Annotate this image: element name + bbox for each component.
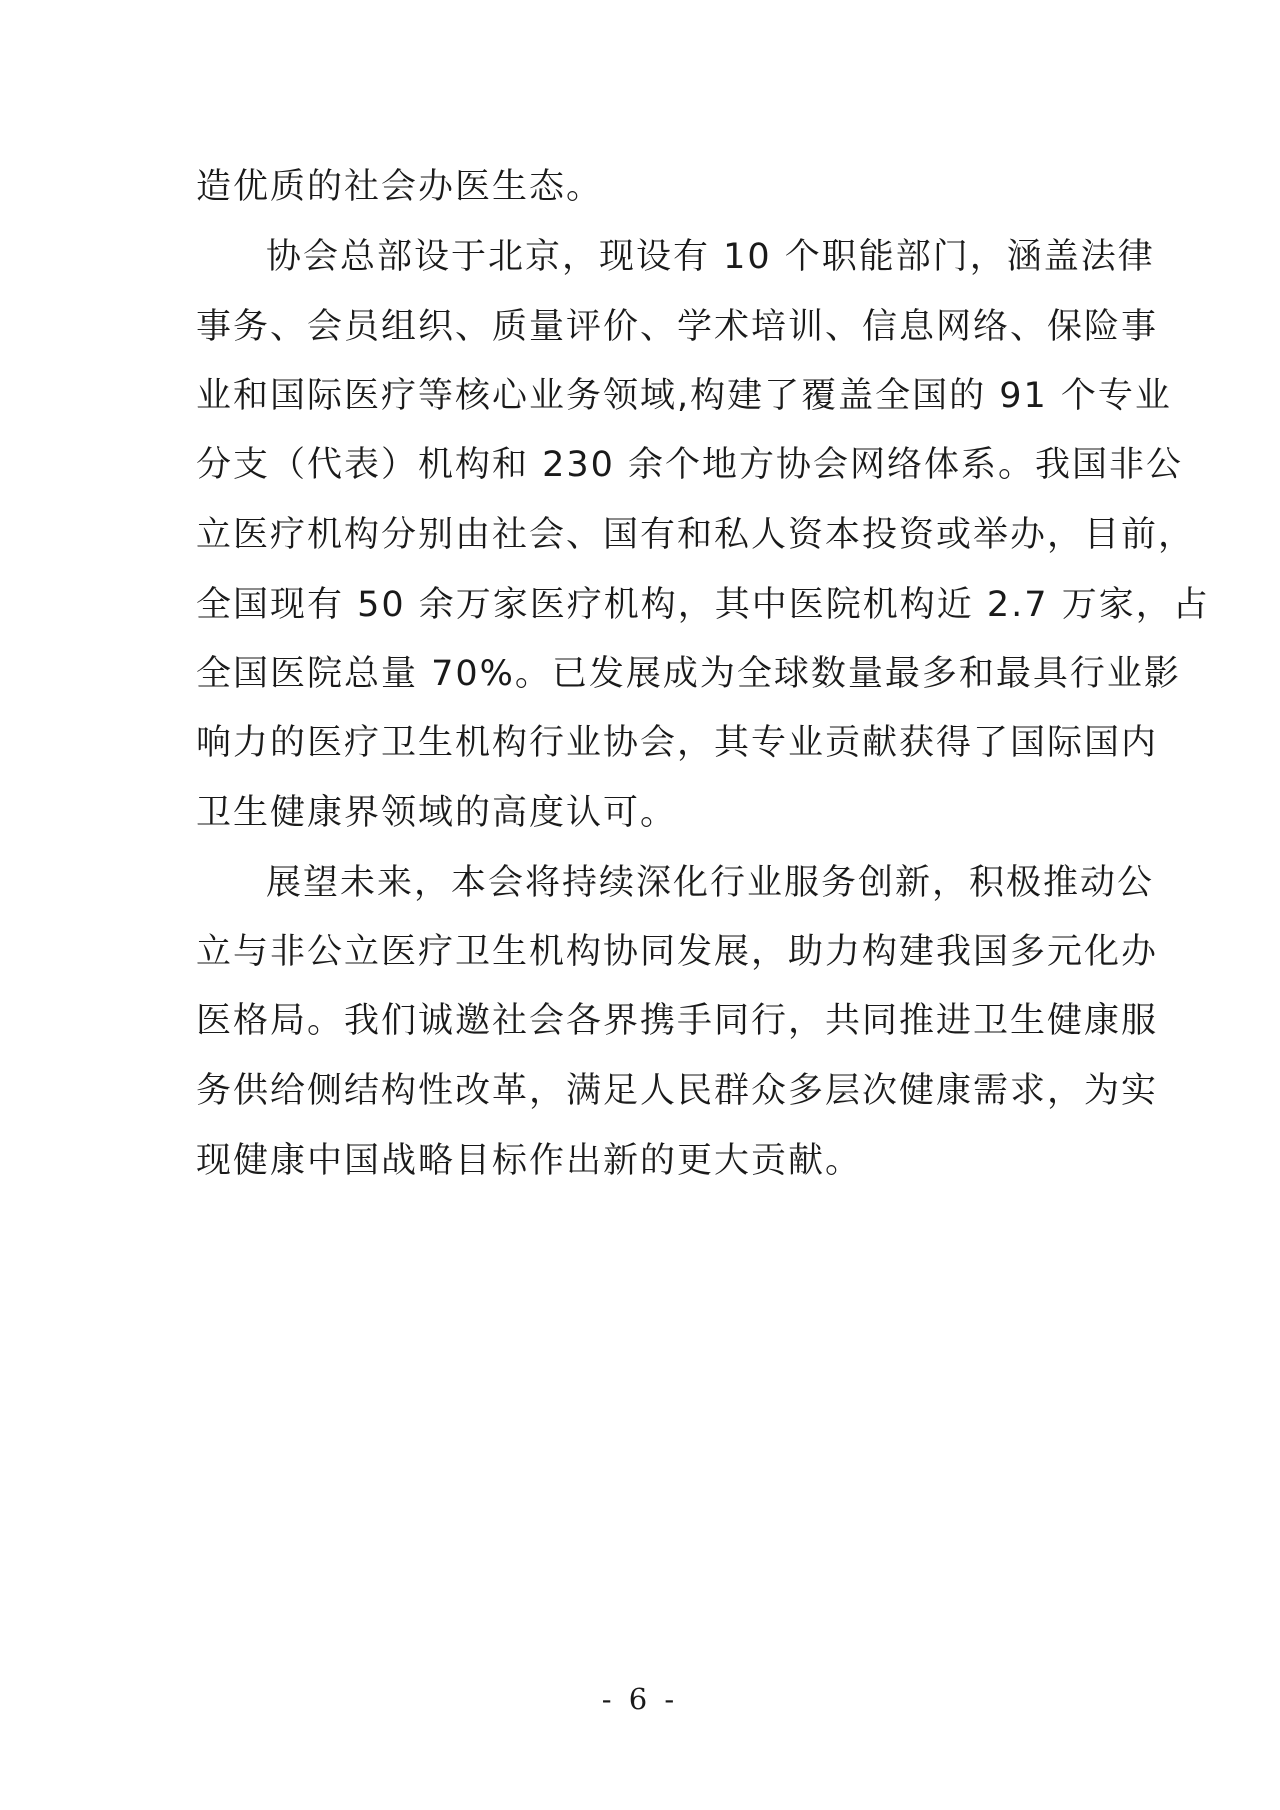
text-line: 全国现有 50 余万家医疗机构，其中医院机构近 2.7 万家，占 bbox=[196, 585, 1210, 625]
text-line: 协会总部设于北京，现设有 10 个职能部门，涵盖法律 bbox=[266, 237, 1155, 277]
text-line: 务供给侧结构性改革，满足人民群众多层次健康需求，为实 bbox=[196, 1071, 1159, 1111]
page-number: - 6 - bbox=[601, 1682, 679, 1716]
text-line: 卫生健康界领域的高度认可。 bbox=[196, 793, 678, 833]
text-line: 造优质的社会办医生态。 bbox=[196, 167, 604, 207]
text-line: 立医疗机构分别由社会、国有和私人资本投资或举办，目前， bbox=[196, 515, 1196, 555]
text-line: 分支（代表）机构和 230 余个地方协会网络体系。我国非公 bbox=[196, 445, 1184, 485]
text-line: 医格局。我们诚邀社会各界携手同行，共同推进卫生健康服 bbox=[196, 1001, 1159, 1041]
text-line: 立与非公立医疗卫生机构协同发展，助力构建我国多元化办 bbox=[196, 932, 1159, 972]
text-line: 现健康中国战略目标作出新的更大贡献。 bbox=[196, 1141, 863, 1181]
text-line: 全国医院总量 70%。已发展成为全球数量最多和最具行业影 bbox=[196, 654, 1181, 694]
text-line: 事务、会员组织、质量评价、学术培训、信息网络、保险事 bbox=[196, 307, 1159, 347]
text-line: 业和国际医疗等核心业务领域,构建了覆盖全国的 91 个专业 bbox=[196, 376, 1172, 416]
text-line: 响力的医疗卫生机构行业协会，其专业贡献获得了国际国内 bbox=[196, 723, 1159, 763]
text-line: 展望未来，本会将持续深化行业服务创新，积极推动公 bbox=[266, 863, 1155, 903]
